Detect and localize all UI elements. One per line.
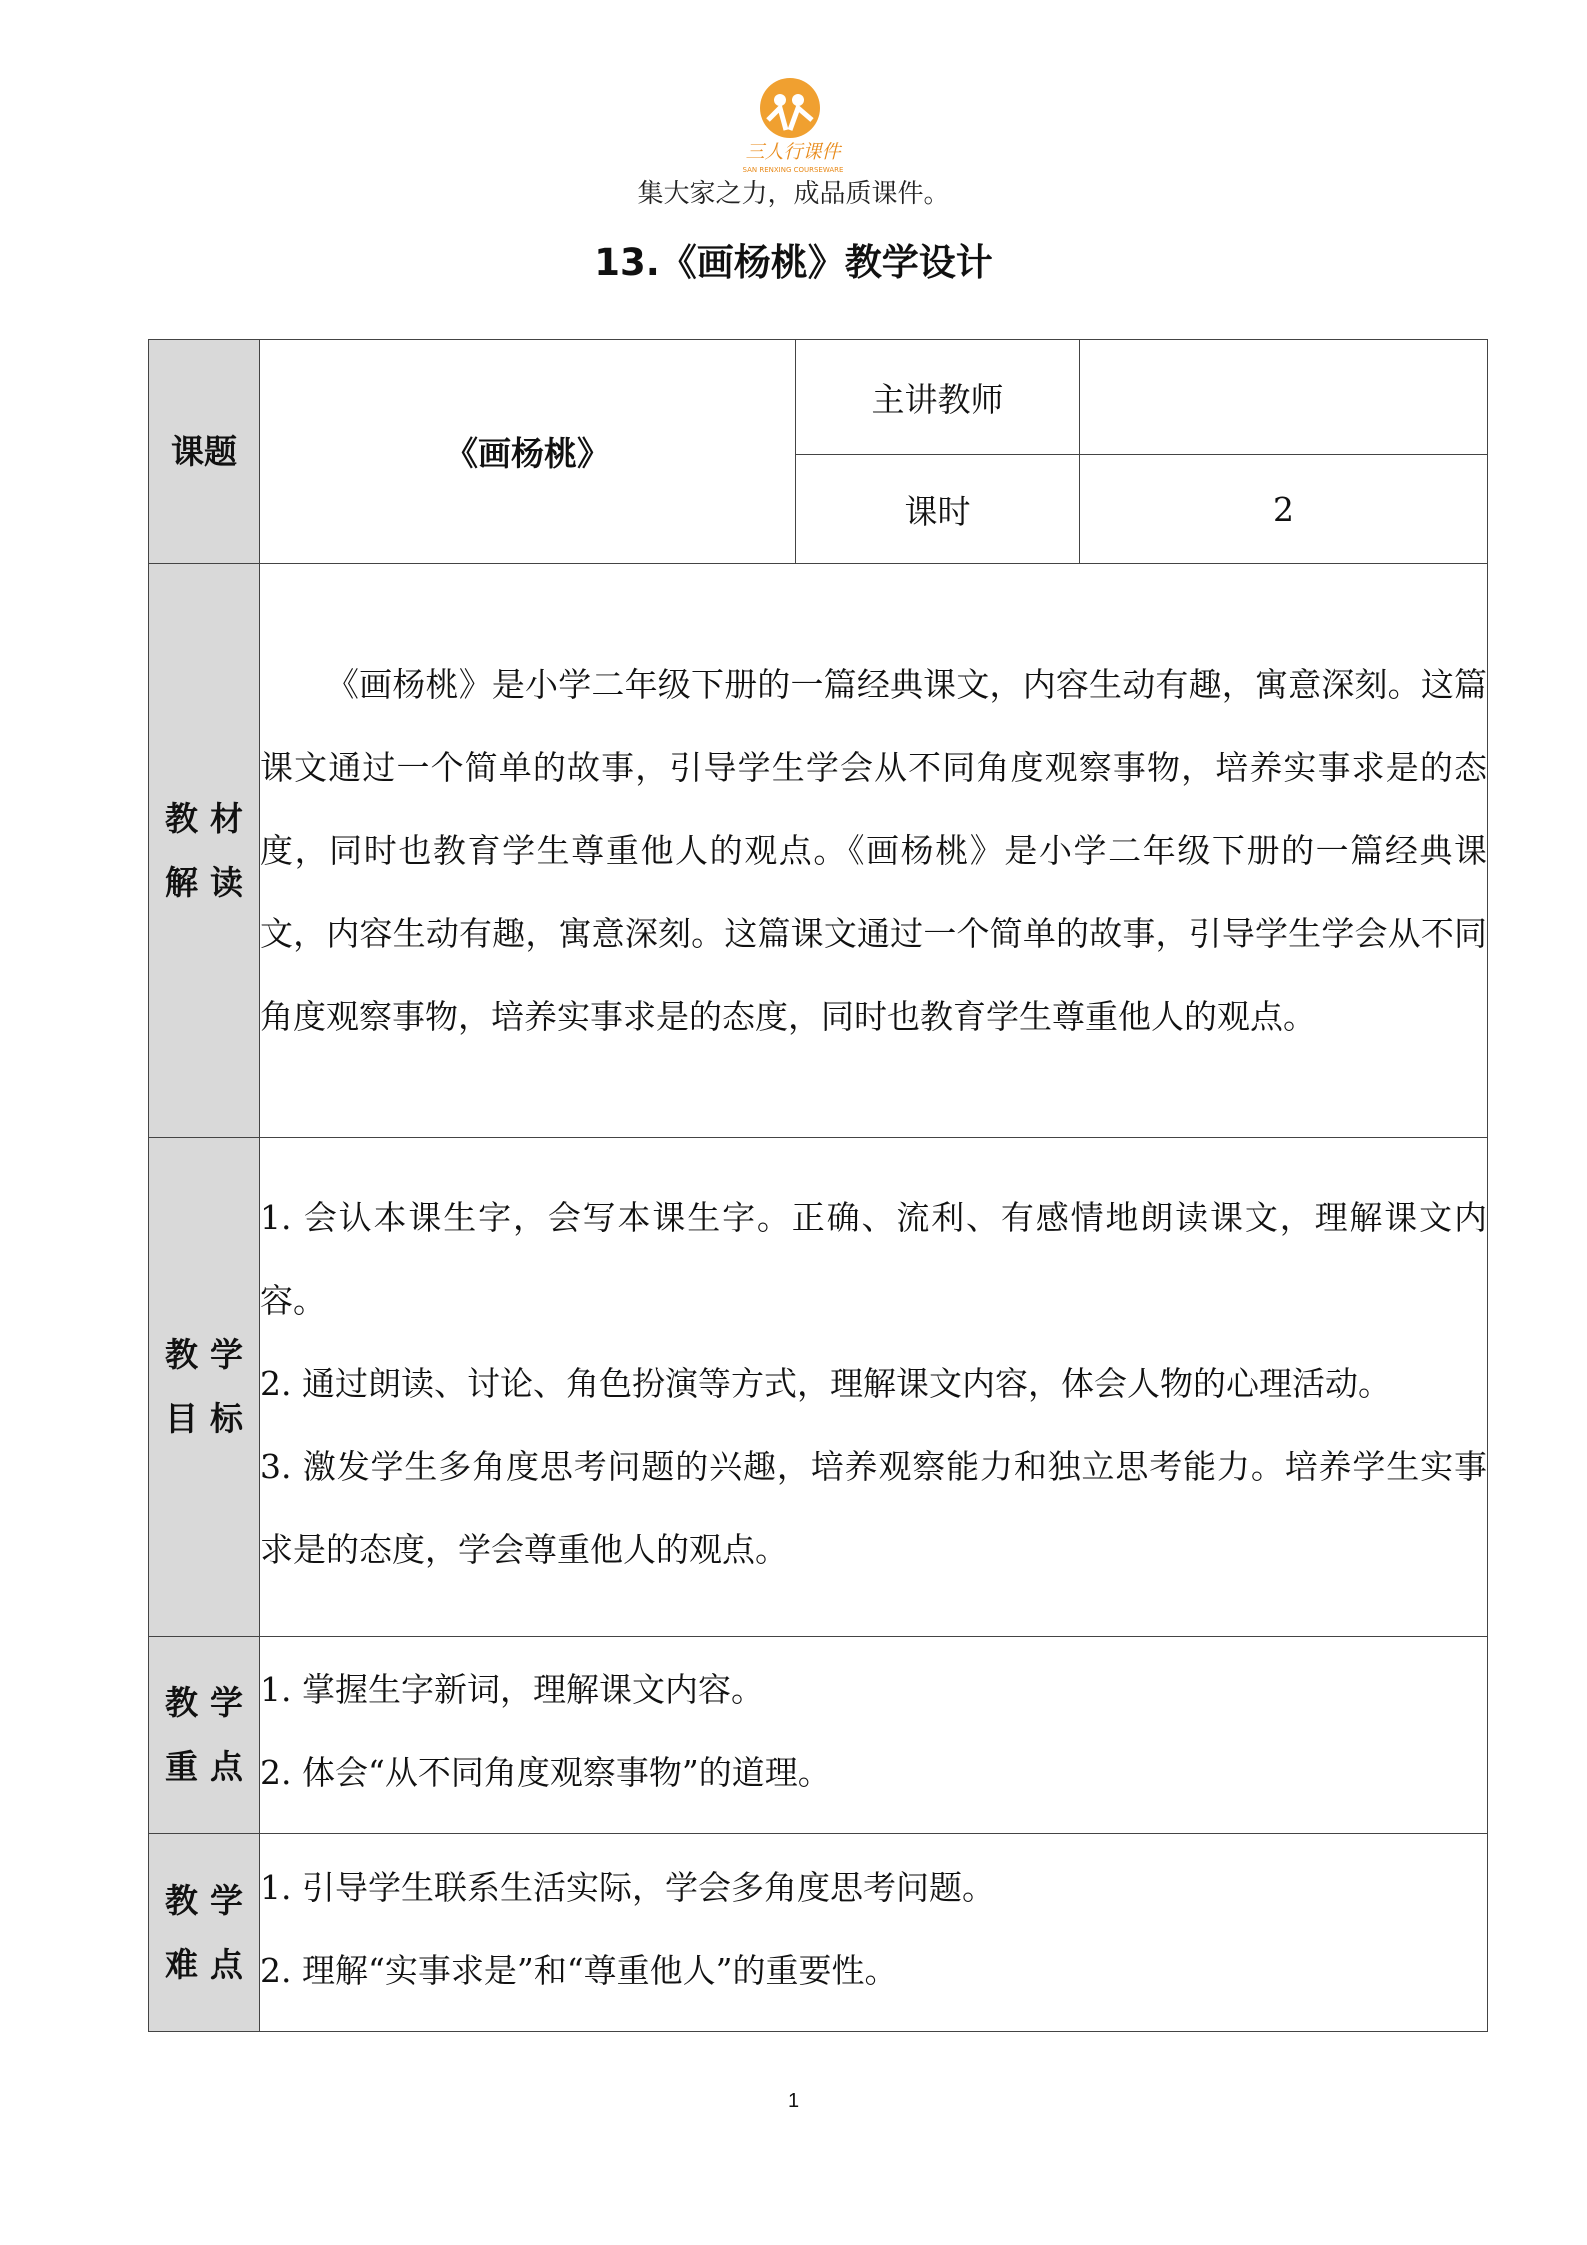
difficulty-label-line2: 难点 [165, 1944, 255, 1984]
goals-label-line2: 目标 [165, 1399, 255, 1438]
difficulty-item: 2. 理解“实事求是”和“尊重他人”的重要性。 [260, 1950, 898, 1990]
teacher-label: 主讲教师 [796, 340, 1080, 455]
key-points-label [149, 1637, 260, 1834]
key-label-line1: 教学 [165, 1683, 255, 1722]
difficulty-list [260, 1834, 1488, 2032]
textbook-label-line2: 解读 [165, 862, 255, 902]
textbook-analysis [260, 564, 1488, 1138]
logo-text: 三人行课件 [745, 141, 841, 163]
topic-label: 课题 [149, 340, 260, 564]
key-label-line2: 重点 [165, 1747, 255, 1786]
page-number: 1 [787, 2090, 800, 2112]
goals-label [149, 1138, 260, 1637]
goal-item: 1. 会认本课生字，会写本课生字。正确、流利、有感情地朗读课文，理解课文内容。 [260, 1197, 1487, 1320]
hours-label: 课时 [796, 455, 1080, 564]
teacher-value [1080, 340, 1488, 455]
key-point-item: 2. 体会“从不同角度观察事物”的道理。 [260, 1753, 831, 1792]
key-point-item: 1. 掌握生字新词，理解课文内容。 [260, 1670, 764, 1709]
difficulty-label [149, 1834, 260, 2032]
slogan: 集大家之力，成品质课件。 [637, 179, 950, 209]
brand-logo [728, 70, 858, 178]
goals-list [260, 1138, 1488, 1637]
textbook-label [149, 564, 260, 1138]
goal-item: 3. 激发学生多角度思考问题的兴趣，培养观察能力和独立思考能力。培养学生实事求是的态度，学会尊重他人的观点。 [260, 1446, 1487, 1569]
goal-item: 2. 通过朗读、讨论、角色扮演等方式，理解课文内容，体会人物的心理活动。 [260, 1363, 1391, 1403]
textbook-text: 《画杨桃》是小学二年级下册的一篇经典课文，内容生动有趣，寓意深刻。这篇课文通过一个简单的故事，引导学生学会从不同角度观察事物，培养实事求是的态度，同时也教育学生尊重他人的观点。《画杨桃》是小学二年级下册的一篇经典课文，内容生动有趣，寓意深刻。这篇课文通过一个简单的故事，引导学生学会从不同角度观察事物，培养实事求是的态度，同时也教育学生尊重他人的观点。 [260, 665, 1487, 1036]
topic-value: 《画杨桃》 [260, 340, 796, 564]
key-points-list [260, 1637, 1488, 1834]
difficulty-item: 1. 引导学生联系生活实际，学会多角度思考问题。 [260, 1867, 995, 1907]
textbook-label-line1: 教材 [165, 798, 255, 838]
logo-subtext: SAN RENXING COURSEWARE [742, 166, 844, 174]
goals-label-line1: 教学 [165, 1335, 255, 1374]
difficulty-label-line1: 教学 [165, 1880, 255, 1920]
lesson-plan-table [148, 339, 1488, 2032]
hours-value: 2 [1080, 455, 1488, 564]
document-title: 13.《画杨桃》教学设计 [594, 241, 993, 284]
